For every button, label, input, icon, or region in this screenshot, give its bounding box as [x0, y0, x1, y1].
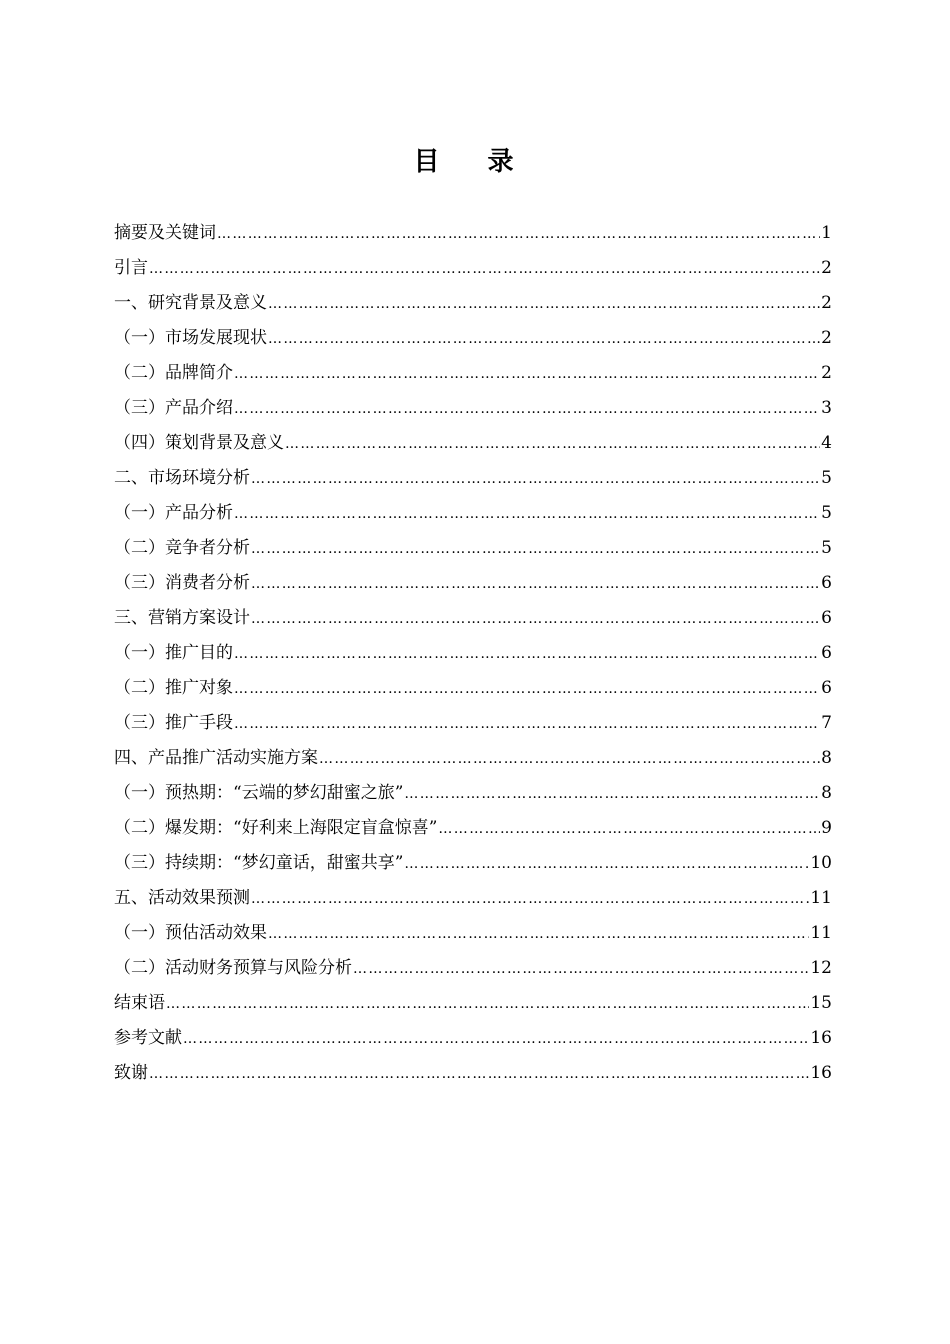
toc-entry[interactable] [114, 391, 832, 426]
toc-entry-page-number: 10 [810, 853, 832, 873]
toc-entry-page-number: 5 [821, 468, 832, 488]
toc-entry-label: （一）预热期：“云端的梦幻甜蜜之旅” [114, 783, 404, 803]
toc-dot-leader [234, 672, 820, 706]
toc-dot-leader [251, 567, 820, 601]
toc-dot-leader [438, 812, 820, 846]
toc-dot-leader [166, 987, 809, 1021]
toc-entry-label: （三）持续期：“梦幻童话，甜蜜共享” [114, 853, 404, 873]
toc-entry[interactable] [114, 951, 832, 986]
toc-entry-page-number: 9 [821, 818, 832, 838]
toc-dot-leader [234, 497, 820, 531]
toc-dot-leader [268, 322, 820, 356]
toc-entry[interactable] [114, 356, 832, 391]
toc-entry-page-number: 6 [821, 643, 832, 663]
toc-entry-label: 一、研究背景及意义 [114, 293, 267, 313]
toc-entry[interactable] [114, 216, 832, 251]
toc-entry[interactable] [114, 496, 832, 531]
toc-entry[interactable] [114, 286, 832, 321]
toc-entry[interactable] [114, 531, 832, 566]
toc-entry-page-number: 4 [821, 433, 832, 453]
toc-dot-leader [234, 637, 820, 671]
toc-entry-page-number: 15 [810, 993, 832, 1013]
toc-entry-page-number: 6 [821, 608, 832, 628]
toc-entry-page-number: 11 [810, 888, 832, 908]
toc-dot-leader [234, 357, 820, 391]
toc-entry-label: 五、活动效果预测 [114, 888, 250, 908]
toc-entry-label: 二、市场环境分析 [114, 468, 250, 488]
toc-entry-page-number: 2 [821, 328, 832, 348]
toc-entry-page-number: 7 [821, 713, 832, 733]
toc-entry-page-number: 1 [821, 223, 832, 243]
toc-entry[interactable] [114, 916, 832, 951]
toc-entry-label: 摘要及关键词 [114, 223, 216, 243]
toc-entry-label: （三）消费者分析 [114, 573, 250, 593]
toc-entry-label: （三）产品介绍 [114, 398, 233, 418]
toc-entry[interactable] [114, 426, 832, 461]
toc-entry[interactable] [114, 881, 832, 916]
toc-entry-page-number: 5 [821, 538, 832, 558]
toc-entry-label: （三）推广手段 [114, 713, 233, 733]
toc-entry-label: 三、营销方案设计 [114, 608, 250, 628]
toc-entry-label: （一）预估活动效果 [114, 923, 267, 943]
toc-entry-page-number: 5 [821, 503, 832, 523]
toc-entry-label: 引言 [114, 258, 148, 278]
toc-entry-page-number: 3 [821, 398, 832, 418]
toc-entry-label: 参考文献 [114, 1028, 182, 1048]
toc-entry-page-number: 16 [810, 1063, 832, 1083]
toc-entry-page-number: 6 [821, 573, 832, 593]
toc-entry[interactable] [114, 671, 832, 706]
toc-entry-label: 结束语 [114, 993, 165, 1013]
toc-entry[interactable] [114, 566, 832, 601]
toc-entry[interactable] [114, 741, 832, 776]
toc-entry[interactable] [114, 636, 832, 671]
toc-entry-label: （二）爆发期：“好利来上海限定盲盒惊喜” [114, 818, 438, 838]
toc-entry-label: （二）活动财务预算与风险分析 [114, 958, 352, 978]
toc-entry[interactable] [114, 601, 832, 636]
toc-entry[interactable] [114, 321, 832, 356]
toc-entry-label: （二）推广对象 [114, 678, 233, 698]
toc-dot-leader [251, 602, 820, 636]
toc-entry-page-number: 8 [821, 748, 832, 768]
toc-entry[interactable] [114, 1021, 832, 1056]
toc-entry[interactable] [114, 846, 832, 881]
toc-entry-label: （一）产品分析 [114, 503, 233, 523]
toc-dot-leader [149, 252, 820, 286]
toc-dot-leader [319, 742, 820, 776]
toc-dot-leader [268, 917, 809, 951]
toc-dot-leader [404, 847, 809, 881]
toc-entry-page-number: 2 [821, 363, 832, 383]
toc-entry-label: （二）竞争者分析 [114, 538, 250, 558]
toc-entry[interactable] [114, 461, 832, 496]
toc-entry[interactable] [114, 251, 832, 286]
toc-entry-label: 四、产品推广活动实施方案 [114, 748, 318, 768]
toc-entry-page-number: 11 [810, 923, 832, 943]
toc-entry[interactable] [114, 986, 832, 1021]
toc-dot-leader [183, 1022, 809, 1056]
toc-entry-page-number: 2 [821, 258, 832, 278]
toc-entry-label: 致谢 [114, 1063, 148, 1083]
toc-entry-page-number: 6 [821, 678, 832, 698]
toc-dot-leader [353, 952, 809, 986]
toc-dot-leader [234, 392, 820, 426]
toc-entry[interactable] [114, 706, 832, 741]
toc-entry[interactable] [114, 776, 832, 811]
toc-dot-leader [251, 532, 820, 566]
toc-entry-label: （四）策划背景及意义 [114, 433, 284, 453]
toc-entry[interactable] [114, 811, 832, 846]
toc-dot-leader [268, 287, 820, 321]
toc-dot-leader [217, 217, 820, 251]
toc-entry[interactable] [114, 1056, 832, 1091]
toc-entry-label: （一）市场发展现状 [114, 328, 267, 348]
table-of-contents [114, 216, 832, 1091]
toc-entry-page-number: 16 [810, 1028, 832, 1048]
toc-dot-leader [234, 707, 820, 741]
toc-dot-leader [251, 882, 809, 916]
toc-entry-label: （二）品牌简介 [114, 363, 233, 383]
toc-entry-page-number: 12 [810, 958, 832, 978]
toc-dot-leader [404, 777, 820, 811]
toc-dot-leader [149, 1057, 809, 1091]
toc-dot-leader [285, 427, 820, 461]
toc-entry-page-number: 2 [821, 293, 832, 313]
toc-entry-page-number: 8 [821, 783, 832, 803]
toc-dot-leader [251, 462, 820, 496]
page-title: 目录 [413, 147, 562, 177]
toc-entry-label: （一）推广目的 [114, 643, 233, 663]
